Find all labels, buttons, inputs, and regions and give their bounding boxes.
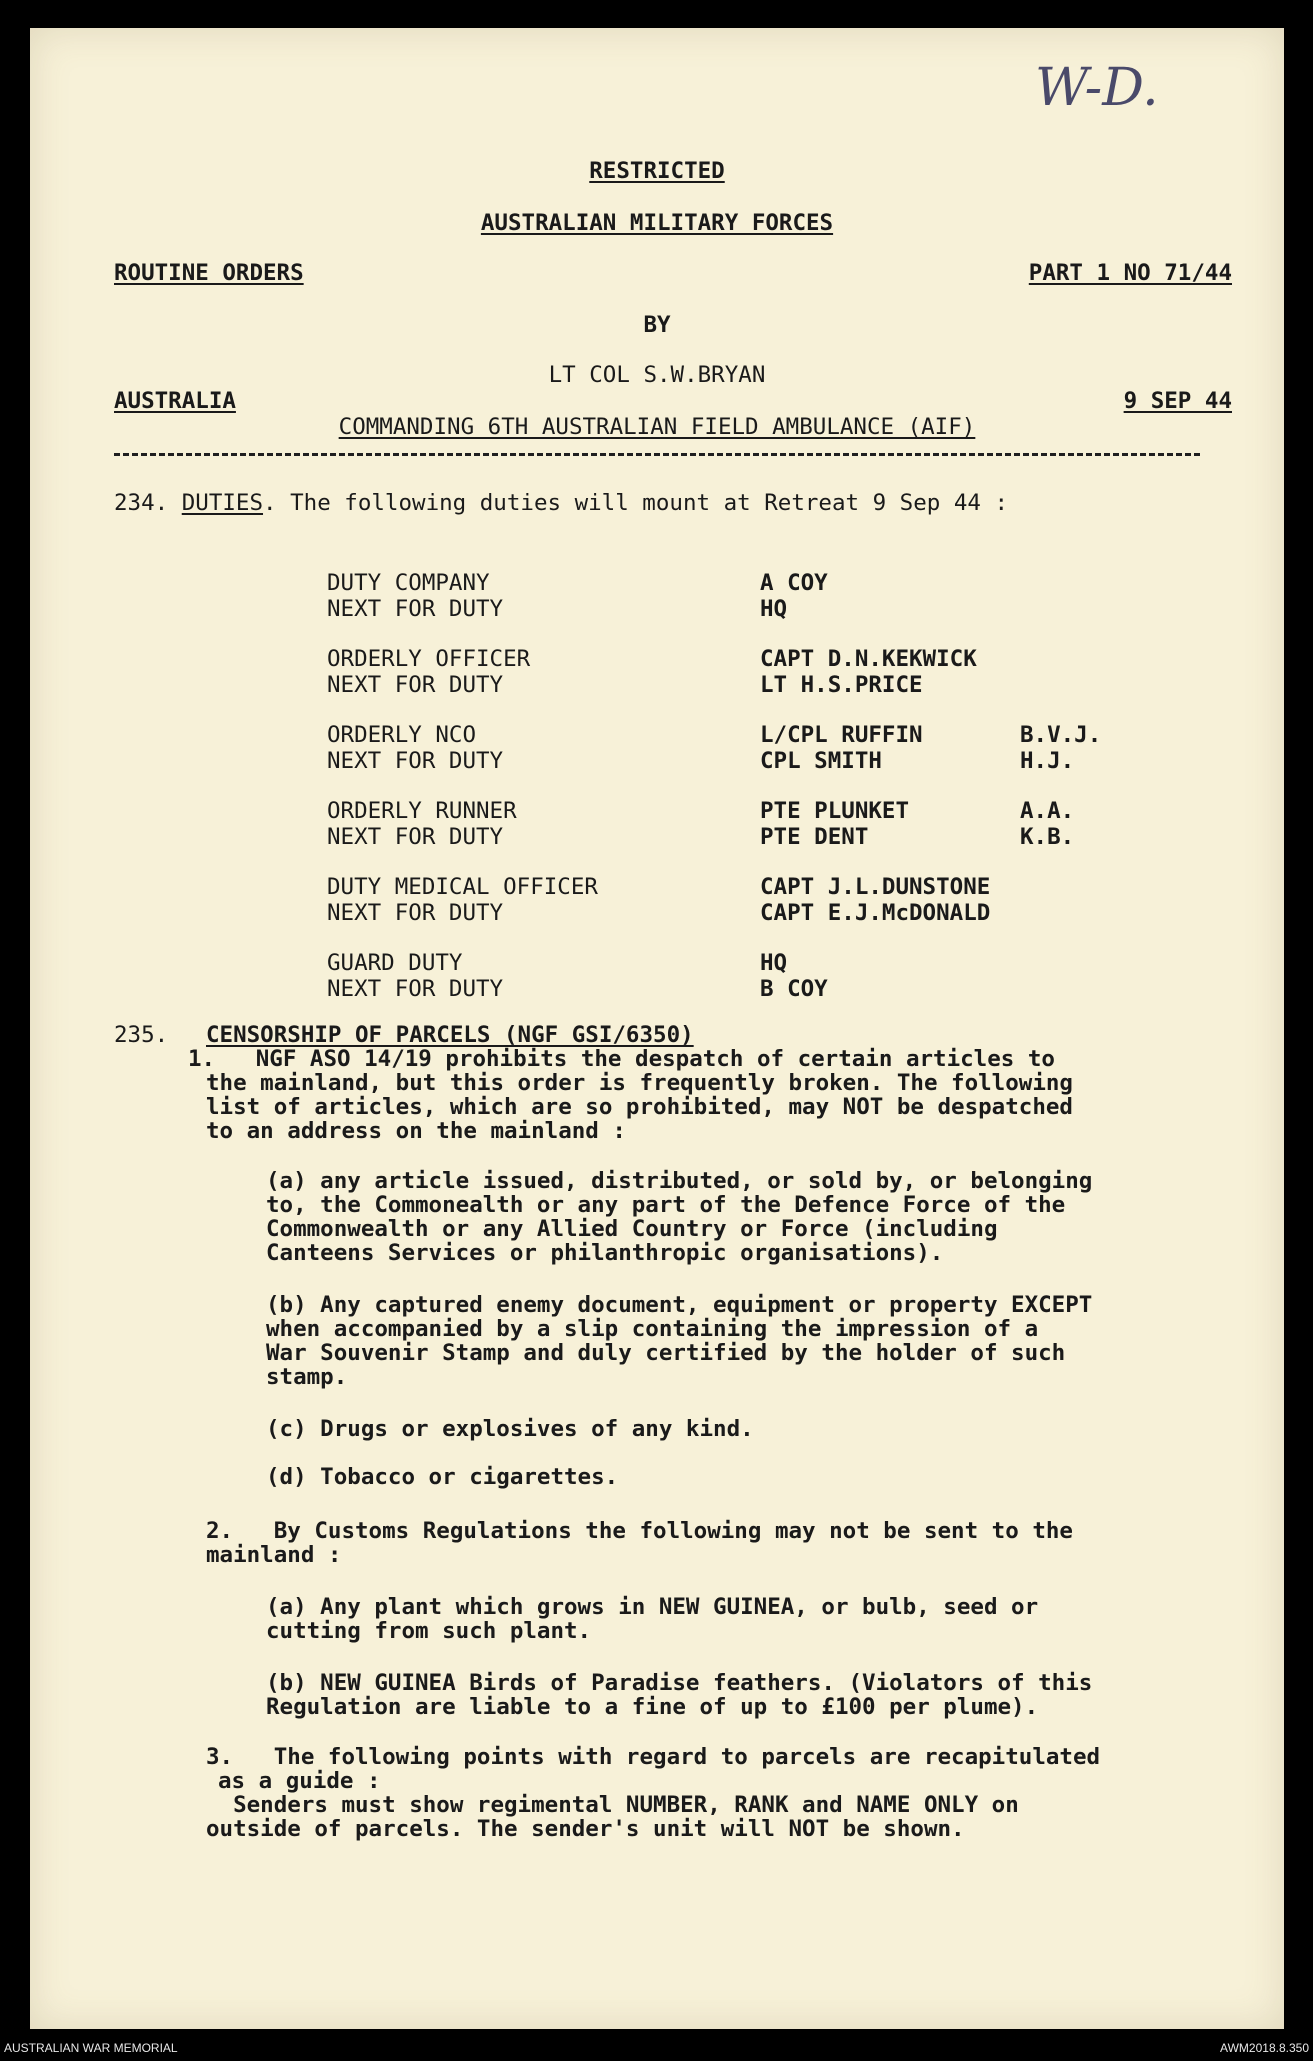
document-page [30,28,1284,2029]
duty-value: PTE DENT [760,824,869,850]
part-number: PART 1 NO 71/44 [1028,260,1232,286]
duty-label: NEXT FOR DUTY [327,824,504,850]
duty-value: CAPT E.J.McDONALD [760,900,991,926]
paragraph-line: the mainland, but this order is frequently broken. The following [206,1070,1073,1096]
item-a-line: to, the Commonealth or any part of the Defence Force of the [266,1192,1066,1218]
item-2b-line: Regulation are liable to a fine of up to £100 per plume). [266,1694,1039,1720]
duty-label: NEXT FOR DUTY [327,976,504,1002]
item-b-line: when accompanied by a slip containing the impression of a [266,1316,1039,1342]
item-b-line: stamp. [266,1364,348,1390]
duty-initials: K.B. [1020,824,1075,850]
duty-value: CAPT D.N.KEKWICK [760,646,977,672]
item-2b-line: (b) NEW GUINEA Birds of Paradise feathers. (Violators of this [266,1670,1093,1696]
duty-label: NEXT FOR DUTY [327,900,504,926]
item-2a-line: cutting from such plant. [266,1618,592,1644]
duty-value: A COY [760,570,828,596]
item-b-line: (b) Any captured enemy document, equipment or property EXCEPT [266,1292,1093,1318]
handwritten-annotation: W-D. [1035,58,1159,118]
section-234-number: 234. [114,490,169,516]
duty-value: HQ [760,950,788,976]
duty-value: CAPT J.L.DUNSTONE [760,874,991,900]
paragraph-line: as a guide : [218,1768,381,1794]
duty-label: NEXT FOR DUTY [327,672,504,698]
duty-label: DUTY MEDICAL OFFICER [327,874,598,900]
item-a-line: Commonwealth or any Allied Country or Force (including [266,1216,998,1242]
duty-initials: B.V.J. [1020,722,1102,748]
by-label: BY [643,312,671,338]
paragraph-line: 2. By Customs Regulations the following may not be sent to the [206,1518,1073,1544]
routine-orders-label: ROUTINE ORDERS [114,260,304,286]
commander-name: LT COL S.W.BRYAN [548,362,766,388]
footer-accession: AWM2018.8.350 [1220,2041,1309,2055]
item-b-line: War Souvenir Stamp and duly certified by the holder of such [266,1340,1066,1366]
paragraph-line: 3. The following points with regard to parcels are recapitulated [206,1744,1101,1770]
item-a-line: (a) any article issued, distributed, or sold by, or belonging [266,1168,1093,1194]
forces-title: AUSTRALIAN MILITARY FORCES [480,210,834,236]
item-c-line: (c) Drugs or explosives of any kind. [266,1416,754,1442]
duty-label: GUARD DUTY [327,950,463,976]
duty-label: DUTY COMPANY [327,570,490,596]
location-label: AUSTRALIA [114,388,236,414]
duty-value: CPL SMITH [760,748,882,774]
section-235-number: 235. [114,1022,169,1048]
restricted-label: RESTRICTED [589,158,725,184]
item-d-line: (d) Tobacco or cigarettes. [266,1464,619,1490]
paragraph-line: mainland : [206,1542,342,1568]
duty-initials: H.J. [1020,748,1075,774]
paragraph-line: to an address on the mainland : [206,1118,626,1144]
duty-value: L/CPL RUFFIN [760,722,923,748]
duty-label: NEXT FOR DUTY [327,748,504,774]
header-divider [114,453,1200,456]
duty-value: HQ [760,596,788,622]
paragraph-line: 1. NGF ASO 14/19 prohibits the despatch of certain articles to [188,1046,1055,1072]
duty-label: ORDERLY OFFICER [327,646,531,672]
footer-credit: AUSTRALIAN WAR MEMORIAL [4,2041,178,2055]
item-a-line: Canteens Services or philanthropic organisations). [266,1240,944,1266]
paragraph-line: list of articles, which are so prohibited, may NOT be despatched [206,1094,1073,1120]
duty-value: PTE PLUNKET [760,798,910,824]
section-234-text: . The following duties will mount at Retreat 9 Sep 44 : [263,490,1009,516]
duty-label: ORDERLY NCO [327,722,477,748]
duty-initials: A.A. [1020,798,1075,824]
duty-value: B COY [760,976,828,1002]
duty-value: LT H.S.PRICE [760,672,923,698]
order-date: 9 SEP 44 [1123,388,1232,414]
section-234 [114,490,1008,516]
unit-title: COMMANDING 6TH AUSTRALIAN FIELD AMBULANCE (AIF) [338,414,976,440]
paragraph-line: outside of parcels. The sender's unit will NOT be shown. [206,1816,965,1842]
duty-label: NEXT FOR DUTY [327,596,504,622]
duty-label: ORDERLY RUNNER [327,798,517,824]
item-2a-line: (a) Any plant which grows in NEW GUINEA, or bulb, seed or [266,1594,1039,1620]
section-234-heading: DUTIES [181,490,264,516]
paragraph-line: Senders must show regimental NUMBER, RANK and NAME ONLY on [206,1792,1019,1818]
section-235-heading: CENSORSHIP OF PARCELS (NGF GSI/6350) [206,1022,694,1048]
